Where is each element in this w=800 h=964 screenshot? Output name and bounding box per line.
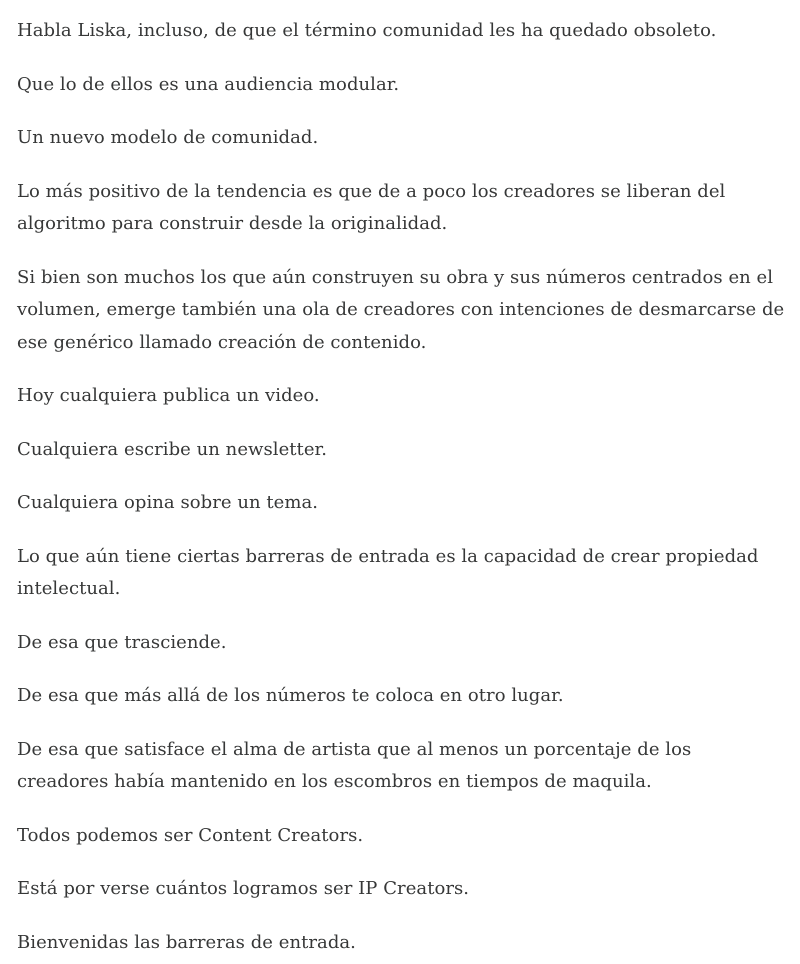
paragraph: Cualquiera opina sobre un tema. <box>17 492 319 513</box>
paragraph: Hoy cualquiera publica un video. <box>17 385 320 406</box>
paragraph: De esa que más allá de los números te coloca en otro lugar. <box>17 685 564 706</box>
paragraph: Lo que aún tiene ciertas barreras de entrada es la capacidad de crear propiedad intelectual. <box>17 545 759 599</box>
paragraph: Cualquiera escribe un newsletter. <box>17 438 327 460</box>
paragraph: De esa que satisface el alma de artista que al menos un porcentaje de los creadores había mantenido en los escombros en tiempos de maquila. <box>17 738 692 792</box>
paragraph: Todos podemos ser Content Creators. <box>17 824 364 846</box>
paragraph: Si bien son muchos los que aún construyen su obra y sus números centrados en el volumen, emerge también una ola de creadores con intenciones de desmarcarse de ese genérico llamado creación de contenido. <box>17 266 785 353</box>
paragraph: Habla Liska, incluso, de que el término comunidad les ha quedado obsoleto. <box>17 20 717 41</box>
paragraph: Un nuevo modelo de comunidad. <box>17 127 319 148</box>
paragraph: Lo más positivo de la tendencia es que de a poco los creadores se liberan del algoritmo para construir desde la originalidad. <box>17 180 726 234</box>
paragraph: Bienvenidas las barreras de entrada. <box>17 931 356 953</box>
paragraph: Está por verse cuántos logramos ser IP Creators. <box>17 878 470 899</box>
paragraph: De esa que trasciende. <box>17 631 227 653</box>
paragraph: Que lo de ellos es una audiencia modular. <box>17 73 400 95</box>
